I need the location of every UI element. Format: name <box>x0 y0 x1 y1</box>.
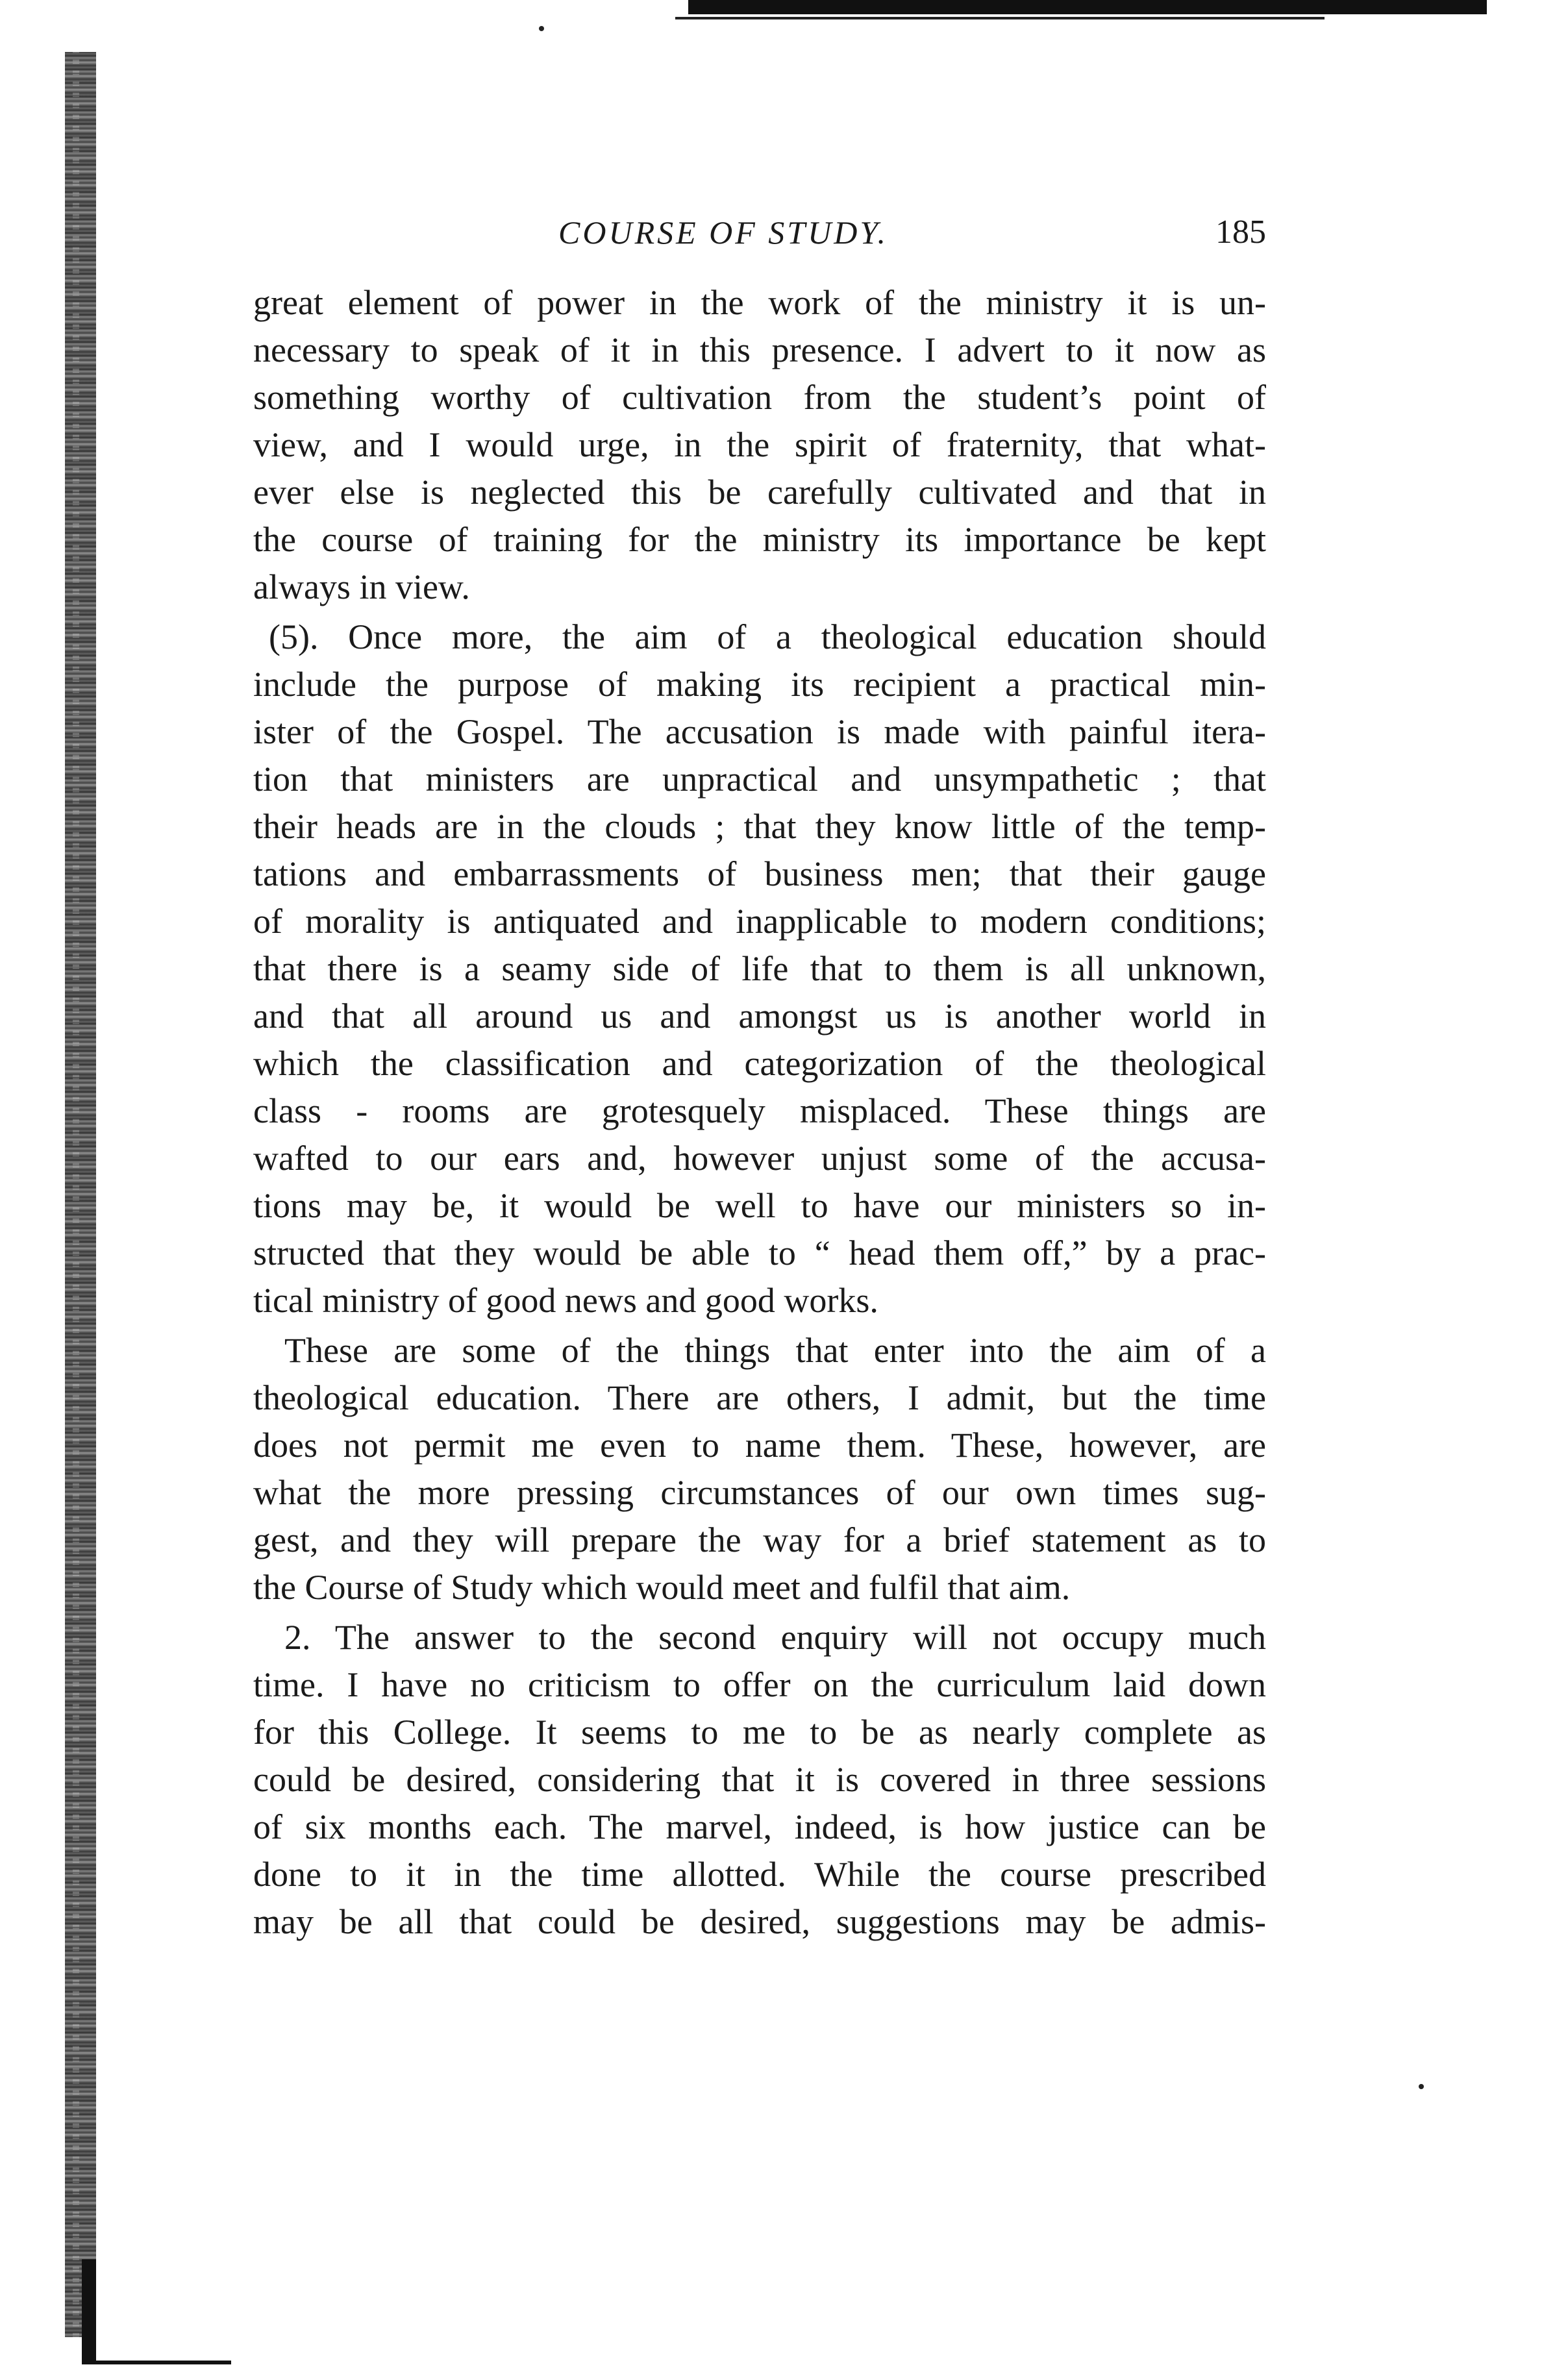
running-title: COURSE OF STUDY. <box>558 214 889 251</box>
text-line: for this College. It seems to me to be as nearly complete as <box>253 1713 1266 1752</box>
text-line: of six months each. The marvel, indeed, is how justice can be <box>253 1807 1266 1846</box>
text-line: tions may be, it would be well to have our ministers so in- <box>253 1186 1266 1225</box>
text-line: ever else is neglected this be carefully cultivated and that in <box>253 473 1266 512</box>
paragraph-start-line: (5). Once more, the aim of a theological education should <box>269 617 1266 656</box>
text-line: time. I have no criticism to offer on the curriculum laid down <box>253 1665 1266 1704</box>
text-line: view, and I would urge, in the spirit of fraternity, that what- <box>253 425 1266 464</box>
text-line: what the more pressing circumstances of our own times sug- <box>253 1473 1266 1512</box>
text-line: may be all that could be desired, suggestions may be admis- <box>253 1902 1266 1941</box>
text-line: structed that they would be able to “ head them off,” by a prac- <box>253 1233 1266 1272</box>
text-line: which the classification and categorization of the theological <box>253 1044 1266 1083</box>
text-line: include the purpose of making its recipient a practical min- <box>253 665 1266 704</box>
bottom-scan-corner <box>82 2259 96 2363</box>
text-line: could be desired, considering that it is covered in three sessions <box>253 1760 1266 1799</box>
bottom-scan-rule <box>82 2361 231 2364</box>
scan-speck-margin <box>1419 2084 1424 2089</box>
scan-speck <box>539 26 544 31</box>
text-line: that there is a seamy side of life that to them is all unknown, <box>253 949 1266 988</box>
text-line: something worthy of cultivation from the student’s point of <box>253 378 1266 417</box>
text-line: tion that ministers are unpractical and unsympathetic ; that <box>253 760 1266 799</box>
text-line: of morality is antiquated and inapplicable to modern conditions; <box>253 902 1266 941</box>
text-line: gest, and they will prepare the way for a brief statement as to <box>253 1520 1266 1559</box>
paragraph-start-line: These are some of the things that enter into the aim of a <box>284 1331 1266 1370</box>
text-line: great element of power in the work of the ministry it is un- <box>253 283 1266 322</box>
text-line: wafted to our ears and, however unjust some of the accusa- <box>253 1139 1266 1178</box>
running-head <box>253 206 1266 258</box>
text-line: necessary to speak of it in this presence. I advert to it now as <box>253 330 1266 369</box>
text-line: class - rooms are grotesquely misplaced. These things are <box>253 1091 1266 1130</box>
text-line: tical ministry of good news and good works. <box>253 1281 878 1320</box>
text-line: ister of the Gospel. The accusation is made with painful itera- <box>253 712 1266 751</box>
text-line: and that all around us and amongst us is another world in <box>253 997 1266 1035</box>
text-line: done to it in the time allotted. While the course prescribed <box>253 1855 1266 1894</box>
text-line: theological education. There are others, I admit, but the time <box>253 1378 1266 1417</box>
paragraph-start-line: 2. The answer to the second enquiry will not occupy much <box>284 1618 1266 1657</box>
page-number: 185 <box>1215 214 1266 251</box>
top-scan-rule <box>688 0 1487 22</box>
text-line: the Course of Study which would meet and fulfil that aim. <box>253 1568 1071 1607</box>
text-line: tations and embarrassments of business men; that their gauge <box>253 854 1266 893</box>
body-text <box>253 279 1266 1946</box>
text-line: always in view. <box>253 567 470 606</box>
text-line: their heads are in the clouds ; that they know little of the temp- <box>253 807 1266 846</box>
text-line: the course of training for the ministry its importance be kept <box>253 520 1266 559</box>
text-line: does not permit me even to name them. These, however, are <box>253 1426 1266 1465</box>
book-spine-edge <box>65 52 96 2337</box>
